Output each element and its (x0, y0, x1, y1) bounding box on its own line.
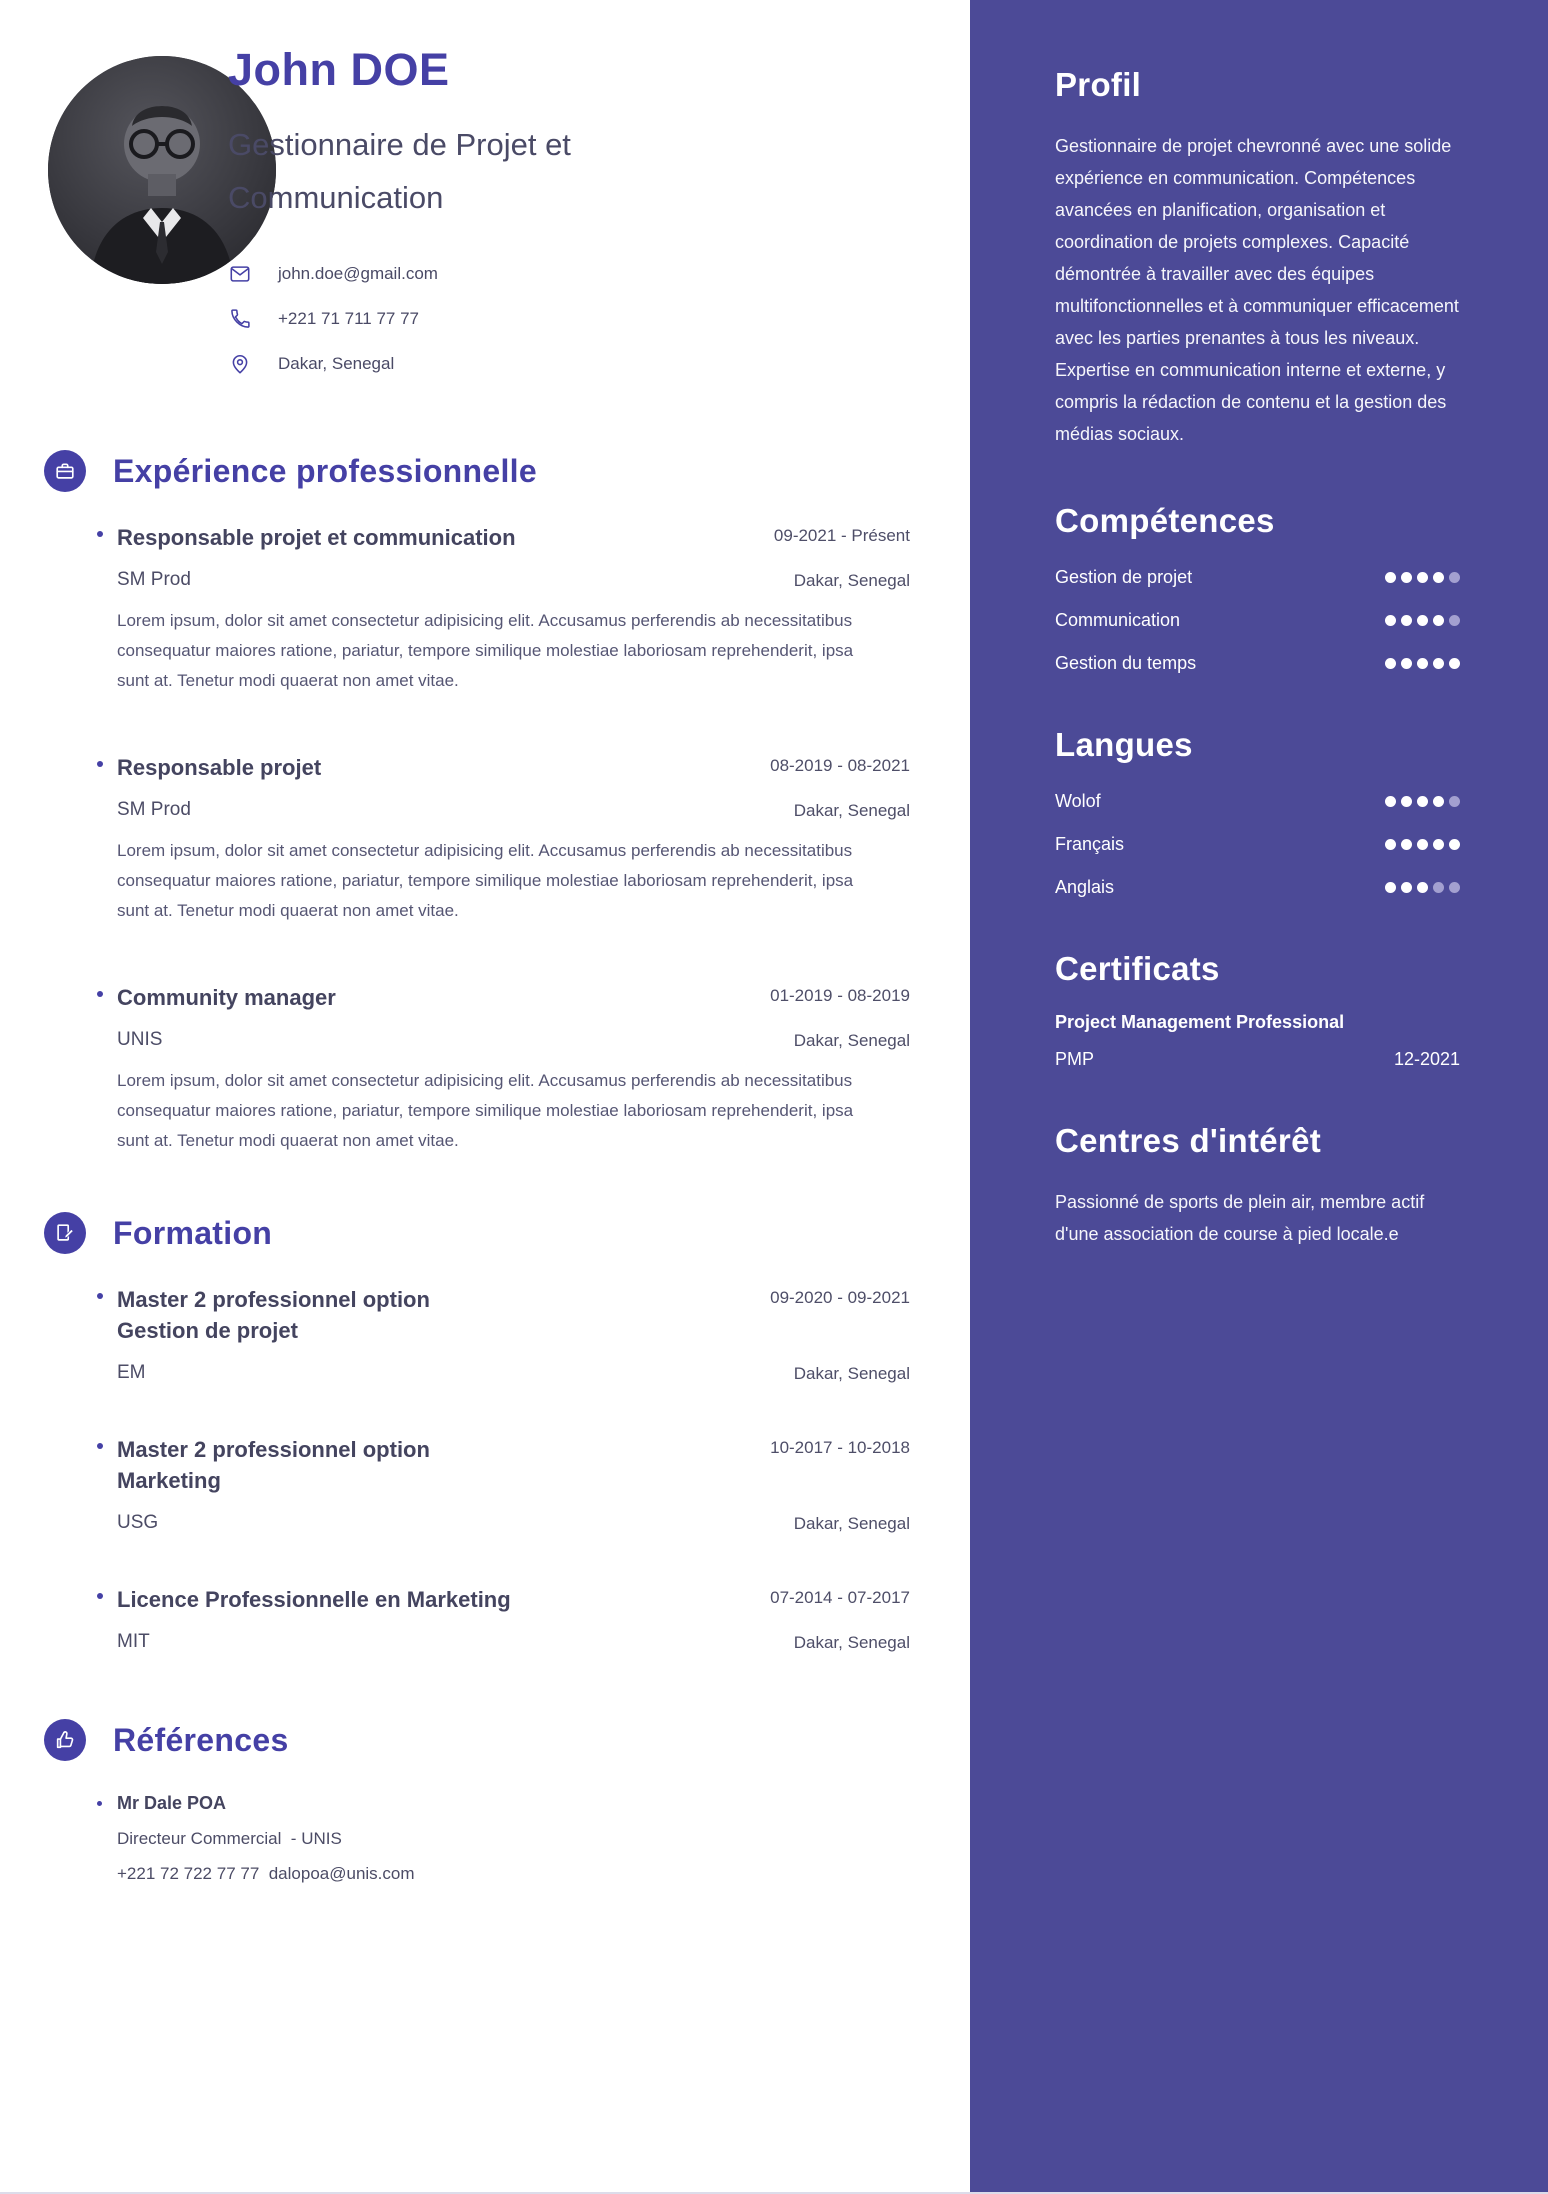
interets-text: Passionné de sports de plein air, membre actif d'une association de course à pied locale.e (1055, 1192, 1425, 1244)
degree-dates: 09-2020 - 09-2021 (770, 1288, 910, 1307)
profil-text: Gestionnaire de projet chevronné avec une solide expérience en communication. Compétences avancées en planification, organisation et coordination de projets complexes. Capacité démontrée à travailler avec des équipes multifonctionnelles et à communiquer efficacement avec les parties prenantes à tous les niveaux. Expertise en communication interne et externe, y compris la rédaction de contenu et la gestion des médias sociaux. (1055, 136, 1459, 444)
experience-entries (44, 522, 910, 1156)
candidate-job-title: Gestionnaire de Projet et Communication (228, 127, 571, 215)
skill-label: Gestion de projet (1055, 566, 1193, 587)
competences-title: Compétences (1055, 502, 1275, 539)
sidebar-competences (1055, 502, 1460, 674)
job-location: Dakar, Senegal (793, 571, 910, 590)
dot-filled (1417, 572, 1428, 583)
briefcase-icon (44, 450, 86, 492)
language-row (1055, 876, 1460, 898)
dot-filled (1417, 615, 1428, 626)
dot-filled (1385, 615, 1396, 626)
thumbs-up-icon (44, 1719, 86, 1761)
job-dates: 01-2019 - 08-2019 (770, 986, 910, 1005)
reference-role: Directeur Commercial - UNIS (117, 1829, 342, 1848)
skill-label: Communication (1055, 609, 1181, 630)
language-row (1055, 790, 1460, 812)
dot-filled (1449, 658, 1460, 669)
language-label: Anglais (1055, 876, 1115, 897)
certificate-date: 12-2021 (1393, 1049, 1460, 1069)
sidebar-profil (1055, 66, 1460, 450)
job-title: Responsable projet (117, 755, 322, 780)
interets-title: Centres d'intérêt (1055, 1122, 1322, 1159)
dot-filled (1433, 658, 1444, 669)
sidebar-certificats (1055, 950, 1460, 1070)
dot-empty (1449, 796, 1460, 807)
school-name: EM (117, 1362, 146, 1383)
degree-dates: 07-2014 - 07-2017 (770, 1588, 910, 1607)
job-company: UNIS (117, 1029, 163, 1050)
resume-header (44, 0, 910, 408)
formation-entry (97, 1584, 910, 1653)
job-title: Community manager (117, 985, 336, 1010)
job-description: Lorem ipsum, dolor sit amet consectetur adipisicing elit. Accusamus perferendis ab necessitatibus consequatur maiores ratione, pariatur, tempore similique molestiae laboriosam reprehenderit, ipsa sunt at. Tenetur modi quaerat non amet vitae. (117, 1071, 854, 1150)
job-company: SM Prod (117, 799, 191, 820)
dot-empty (1449, 882, 1460, 893)
skill-row (1055, 566, 1460, 588)
formation-entries (44, 1284, 910, 1653)
skill-row (1055, 652, 1460, 674)
language-level-dots (1385, 839, 1460, 850)
dot-filled (1401, 572, 1412, 583)
degree-dates: 10-2017 - 10-2018 (770, 1438, 910, 1457)
contact-phone (228, 307, 438, 331)
language-row (1055, 833, 1460, 855)
dot-filled (1433, 615, 1444, 626)
competences-rows (1055, 566, 1460, 674)
references-section-header (44, 1719, 910, 1761)
dot-filled (1401, 839, 1412, 850)
header-text (228, 44, 708, 224)
job-description: Lorem ipsum, dolor sit amet consectetur adipisicing elit. Accusamus perferendis ab necessitatibus consequatur maiores ratione, pariatur, tempore similique molestiae laboriosam reprehenderit, ipsa sunt at. Tenetur modi quaerat non amet vitae. (117, 611, 854, 690)
certificate-name: Project Management Professional (1055, 1012, 1345, 1032)
job-description: Lorem ipsum, dolor sit amet consectetur adipisicing elit. Accusamus perferendis ab necessitatibus consequatur maiores ratione, pariatur, tempore similique molestiae laboriosam reprehenderit, ipsa sunt at. Tenetur modi quaerat non amet vitae. (117, 841, 854, 920)
envelope-icon (228, 262, 252, 286)
dot-empty (1449, 615, 1460, 626)
dot-filled (1385, 572, 1396, 583)
phone-text: +221 71 711 77 77 (278, 309, 420, 328)
dot-filled (1385, 882, 1396, 893)
school-name: USG (117, 1512, 159, 1533)
contact-list (228, 262, 438, 397)
school-location: Dakar, Senegal (793, 1514, 910, 1533)
sidebar-interets (1055, 1122, 1460, 1250)
job-dates: 08-2019 - 08-2021 (770, 756, 910, 775)
section-formation (44, 1212, 910, 1653)
dot-filled (1433, 839, 1444, 850)
skill-level-dots (1385, 572, 1460, 583)
language-level-dots (1385, 882, 1460, 893)
formation-entry (97, 1284, 910, 1384)
email-text: john.doe@gmail.com (278, 264, 438, 283)
sidebar (970, 0, 1548, 2192)
school-location: Dakar, Senegal (793, 1364, 910, 1383)
dot-filled (1417, 882, 1428, 893)
dot-filled (1417, 839, 1428, 850)
certificate-abbr: PMP (1055, 1049, 1095, 1069)
formation-entry (97, 1434, 910, 1534)
dot-filled (1433, 796, 1444, 807)
language-label: Français (1055, 833, 1125, 854)
experience-entry (97, 522, 910, 696)
references-section-title: Références (113, 1721, 289, 1758)
school-name: MIT (117, 1631, 150, 1652)
dot-filled (1401, 658, 1412, 669)
contact-email (228, 262, 438, 286)
dot-filled (1401, 615, 1412, 626)
section-experience (44, 450, 910, 1156)
experience-entry (97, 982, 910, 1156)
dot-filled (1401, 796, 1412, 807)
skill-label: Gestion du temps (1055, 652, 1197, 673)
job-company: SM Prod (117, 569, 191, 590)
formation-section-header (44, 1212, 910, 1254)
dot-filled (1433, 572, 1444, 583)
langues-title: Langues (1055, 726, 1193, 763)
sidebar-langues (1055, 726, 1460, 898)
experience-entry (97, 752, 910, 926)
dot-filled (1385, 839, 1396, 850)
dot-filled (1385, 796, 1396, 807)
profil-title: Profil (1055, 66, 1142, 103)
location-pin-icon (228, 352, 252, 376)
reference-name: Mr Dale POA (117, 1793, 227, 1813)
reference-contact: +221 72 722 77 77 dalopoa@unis.com (117, 1864, 415, 1883)
location-text: Dakar, Senegal (278, 354, 395, 373)
education-icon (44, 1212, 86, 1254)
job-title: Responsable projet et communication (117, 525, 516, 550)
degree-title: Licence Professionnelle en Marketing (117, 1587, 511, 1612)
skill-level-dots (1385, 615, 1460, 626)
certificate-row (1055, 1049, 1460, 1070)
job-location: Dakar, Senegal (793, 1031, 910, 1050)
job-location: Dakar, Senegal (793, 801, 910, 820)
degree-title: Master 2 professionnel option Gestion de projet (117, 1287, 430, 1343)
language-level-dots (1385, 796, 1460, 807)
language-label: Wolof (1055, 790, 1101, 811)
reference-item (97, 1793, 910, 1884)
contact-location (228, 352, 438, 376)
skill-level-dots (1385, 658, 1460, 669)
skill-row (1055, 609, 1460, 631)
job-dates: 09-2021 - Présent (773, 526, 910, 545)
experience-section-header (44, 450, 910, 492)
dot-empty (1449, 572, 1460, 583)
dot-filled (1449, 839, 1460, 850)
section-references (44, 1719, 910, 1884)
dot-filled (1401, 882, 1412, 893)
langues-rows (1055, 790, 1460, 898)
formation-section-title: Formation (113, 1214, 273, 1251)
degree-title: Master 2 professionnel option Marketing (117, 1437, 430, 1493)
experience-section-title: Expérience professionnelle (113, 452, 537, 489)
school-location: Dakar, Senegal (793, 1633, 910, 1652)
dot-empty (1433, 882, 1444, 893)
candidate-name: John DOE (228, 44, 450, 95)
dot-filled (1385, 658, 1396, 669)
dot-filled (1417, 796, 1428, 807)
references-list (44, 1793, 910, 1884)
certificats-title: Certificats (1055, 950, 1220, 987)
phone-icon (228, 307, 252, 331)
dot-filled (1417, 658, 1428, 669)
